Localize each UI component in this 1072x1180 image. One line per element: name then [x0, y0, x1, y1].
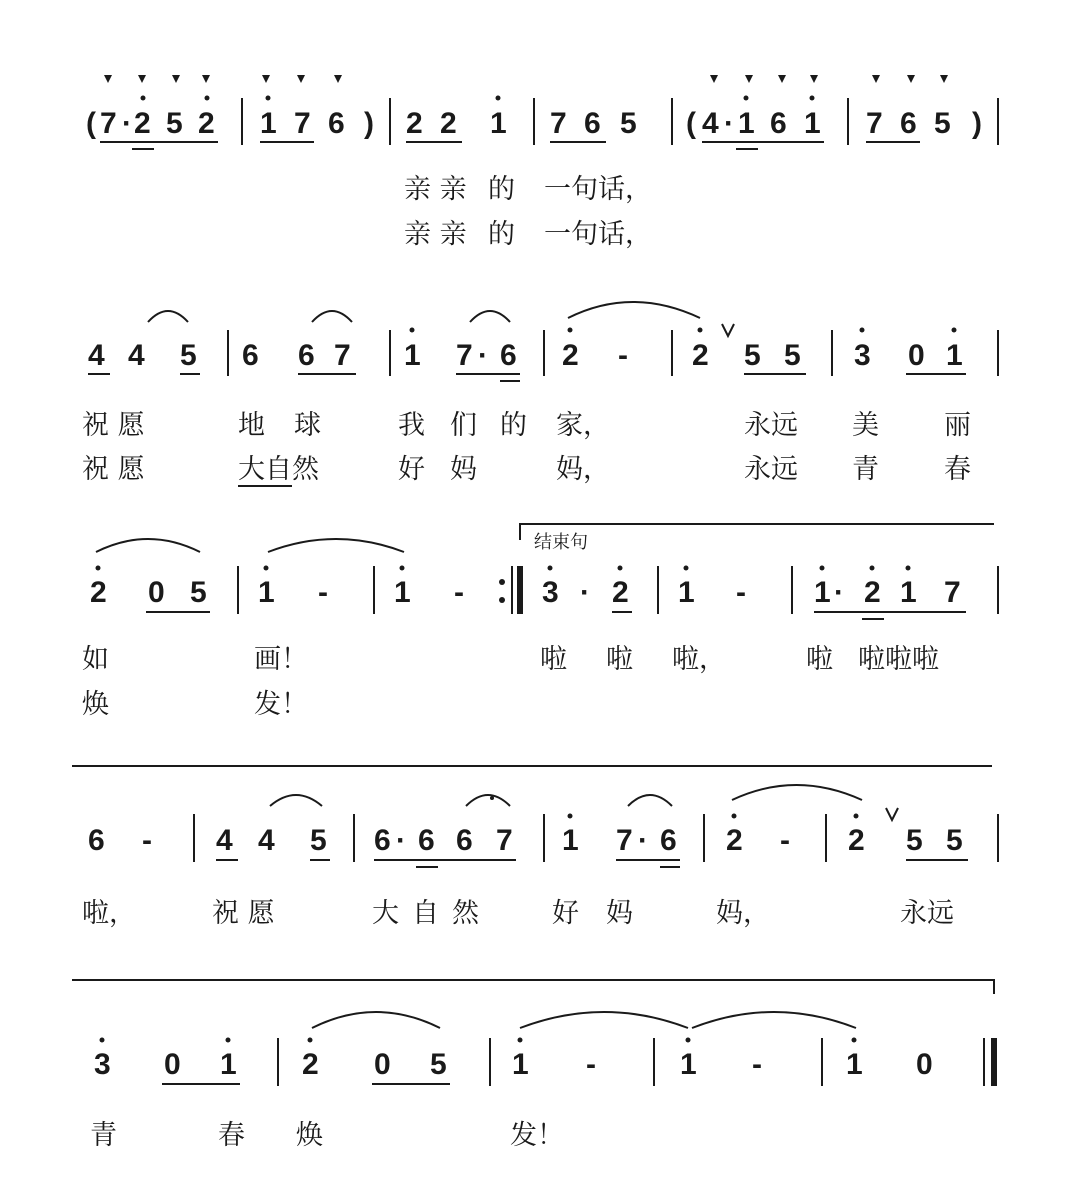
system-4: [72, 766, 998, 929]
dash: -: [454, 576, 464, 609]
lyric: 大自然: [238, 454, 319, 485]
note: 1: [738, 107, 755, 140]
lyric: 发！: [510, 1120, 564, 1151]
lyric: 啦，: [82, 898, 136, 929]
lyric: 丽: [944, 410, 971, 441]
lyric: 祝 愿: [82, 454, 145, 485]
lyric: 妈，: [556, 454, 610, 485]
system-1: [86, 75, 998, 250]
note: 1: [814, 576, 831, 609]
note: 5: [166, 107, 183, 140]
lyric: 祝 愿: [212, 898, 275, 929]
note: 3: [94, 1048, 111, 1081]
lyric: 自: [412, 898, 439, 929]
lyric: 发！: [254, 689, 308, 720]
note: 6: [242, 339, 259, 372]
note: 5: [190, 576, 207, 609]
note: 6: [456, 824, 473, 857]
note: 3: [542, 576, 559, 609]
lyric: 的: [488, 174, 515, 205]
lyric: 如: [82, 644, 109, 675]
note: 4: [88, 339, 105, 372]
note: 1: [260, 107, 277, 140]
note: 7: [944, 576, 961, 609]
note: 2: [90, 576, 107, 609]
note: 5: [310, 824, 327, 857]
note-dot: ·: [396, 824, 406, 857]
note: 2: [692, 339, 709, 372]
note: 0: [148, 576, 165, 609]
note: 1: [680, 1048, 697, 1081]
note-dot: ·: [834, 576, 844, 609]
note: 4: [258, 824, 275, 857]
note: 5: [620, 107, 637, 140]
note: 2: [864, 576, 881, 609]
note: 0: [916, 1048, 933, 1081]
note: 5: [934, 107, 951, 140]
note: 6: [418, 824, 435, 857]
note-dot: ·: [122, 107, 132, 140]
lyric: 啦: [606, 644, 633, 675]
accent-marks: [104, 75, 948, 83]
note: 0: [374, 1048, 391, 1081]
note: 7: [496, 824, 513, 857]
ending-bracket: [520, 524, 994, 540]
note: 2: [302, 1048, 319, 1081]
lyric: 家，: [556, 410, 610, 441]
lyric: 亲 亲: [404, 174, 467, 205]
lyric: 妈，: [716, 898, 770, 929]
note-dot: ·: [724, 107, 734, 140]
note: 1: [946, 339, 963, 372]
lyric: 好: [552, 898, 579, 929]
lyric: 画！: [254, 644, 308, 675]
note: 1: [258, 576, 275, 609]
note: 5: [946, 824, 963, 857]
lyric: 一句话，: [544, 174, 652, 205]
note: 1: [220, 1048, 237, 1081]
dash: -: [142, 824, 152, 857]
lyric: 啦: [806, 644, 833, 675]
lyric: 啦: [540, 644, 567, 675]
note: 5: [180, 339, 197, 372]
lyric: 祝 愿: [82, 410, 145, 441]
lyric: 的: [488, 219, 515, 250]
note: 1: [678, 576, 695, 609]
note: 2: [134, 107, 151, 140]
lyric: 们: [450, 410, 477, 441]
note: 7: [550, 107, 567, 140]
lyric: 妈: [450, 454, 477, 485]
dash: -: [586, 1048, 596, 1081]
lyric: 啦啦啦: [858, 644, 939, 675]
note: 6: [900, 107, 917, 140]
dash: -: [752, 1048, 762, 1081]
note: 6: [500, 339, 517, 372]
lyric: 春: [218, 1120, 245, 1151]
note: 1: [900, 576, 917, 609]
note-dot: ·: [478, 339, 488, 372]
lyric: 一句话，: [544, 219, 652, 250]
note: 1: [404, 339, 421, 372]
lyric: 焕: [82, 689, 109, 720]
paren-close: ): [364, 107, 374, 140]
note: 6: [584, 107, 601, 140]
lyric: 亲 亲: [404, 219, 467, 250]
note: 0: [164, 1048, 181, 1081]
note: 5: [744, 339, 761, 372]
lyric: 啦，: [672, 644, 726, 675]
lyric: 地: [238, 410, 265, 441]
lyric: 永远: [900, 898, 954, 929]
note: 2: [406, 107, 423, 140]
dash: -: [780, 824, 790, 857]
lyric: 焕: [296, 1120, 323, 1151]
lyric: 我: [398, 410, 425, 441]
note: 6: [660, 824, 677, 857]
system-3: [81, 524, 998, 720]
lyric: 好: [398, 454, 425, 485]
note: 6: [298, 339, 315, 372]
paren-close: ): [972, 107, 982, 140]
note: 5: [430, 1048, 447, 1081]
breath-mark: [722, 324, 734, 336]
lyric: 青: [852, 454, 879, 485]
note: 6: [88, 824, 105, 857]
note: 6: [328, 107, 345, 140]
note-dot: ·: [638, 824, 648, 857]
lyric: 青: [90, 1120, 117, 1151]
note: 6: [770, 107, 787, 140]
dash: -: [618, 339, 628, 372]
lyric: 的: [500, 410, 527, 441]
paren-open: (: [686, 107, 696, 140]
note: 2: [612, 576, 629, 609]
note: 1: [512, 1048, 529, 1081]
lyric: 永远: [744, 410, 798, 441]
note: 1: [490, 107, 507, 140]
note: 2: [198, 107, 215, 140]
note: 7: [294, 107, 311, 140]
note: 5: [906, 824, 923, 857]
lyric: 永远: [744, 454, 798, 485]
lyric: 球: [294, 410, 321, 441]
lyric: 大: [372, 898, 399, 929]
note: 2: [440, 107, 457, 140]
note: 1: [562, 824, 579, 857]
note: 4: [128, 339, 145, 372]
system-2: [82, 302, 998, 486]
dash: -: [736, 576, 746, 609]
lyric: 美: [852, 410, 879, 441]
note: 7: [334, 339, 351, 372]
note: 7: [456, 339, 473, 372]
note: 4: [216, 824, 233, 857]
breath-mark: [886, 808, 898, 820]
note: 7: [866, 107, 883, 140]
dash: -: [318, 576, 328, 609]
note: 4: [702, 107, 719, 140]
ending-label: 结束句: [534, 532, 588, 553]
note: 2: [848, 824, 865, 857]
lyric: 妈: [606, 898, 633, 929]
note: 5: [784, 339, 801, 372]
note: 3: [854, 339, 871, 372]
paren-open: (: [86, 107, 96, 140]
note: 1: [394, 576, 411, 609]
lyric: 然: [452, 898, 479, 929]
system-5: [72, 980, 994, 1151]
note: 2: [726, 824, 743, 857]
note: 1: [846, 1048, 863, 1081]
note: 7: [100, 107, 117, 140]
note: 1: [804, 107, 821, 140]
note-dot: ·: [580, 576, 590, 609]
lyric: 春: [944, 454, 971, 485]
note: 2: [562, 339, 579, 372]
note: 7: [616, 824, 633, 857]
note: 6: [374, 824, 391, 857]
note: 0: [908, 339, 925, 372]
